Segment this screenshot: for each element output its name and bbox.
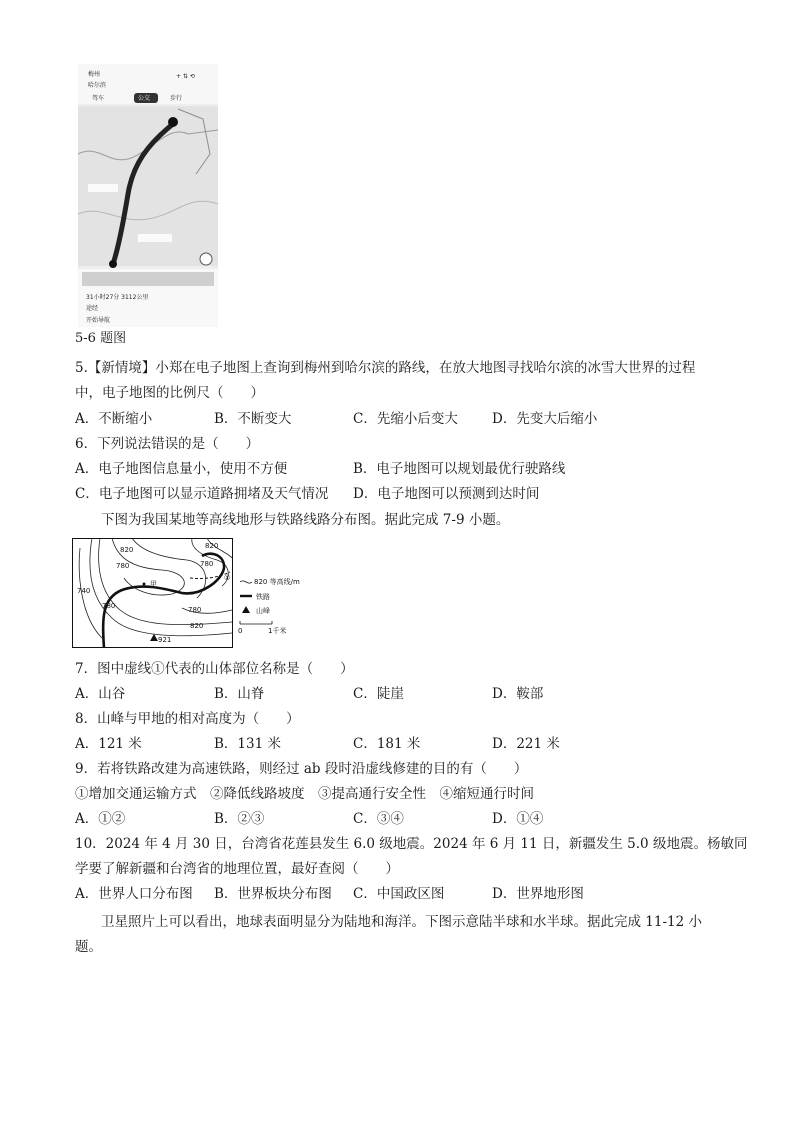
q7-stem: 7．图中虚线①代表的山体部位名称是（ ） [75,661,354,677]
q5-option-d[interactable]: D．先变大后缩小 [492,411,598,427]
phone-tab-drive: 驾车 [92,95,105,102]
q5-option-b[interactable]: B．不断变大 [214,411,292,427]
intro-11-12-line1: 卫星照片上可以看出，地球表面明显分为陆地和海洋。下图示意陆半球和水半球。据此完成 11-12 小 [101,914,702,930]
q6-stem: 6．下列说法错误的是（ ） [75,436,260,452]
contour-label-780d: 780 [102,602,116,610]
q6-option-b[interactable]: B．电子地图可以规划最优行驶路线 [353,461,566,477]
phone-origin: 梅州 [88,71,101,78]
q10-stem-line2: 学要了解新疆和台湾省的地理位置，最好查阅（ ） [75,861,399,877]
q9-option-d[interactable]: D．①④ [492,811,544,827]
q5-option-c[interactable]: C．先缩小后变大 [353,411,458,427]
q9-choices: ①增加交通运输方式 ②降低线路坡度 ③提高通行安全性 ④缩短通行时间 [75,786,534,802]
q8-option-b[interactable]: B．131 米 [214,736,281,752]
mark-1: ① [224,574,231,582]
q8-option-a[interactable]: A．121 米 [75,736,142,752]
contour-label-820c: 820 [190,622,204,630]
figure-caption: 5-6 题图 [75,331,127,346]
q6-option-d[interactable]: D．电子地图可以预测到达时间 [353,486,540,502]
legend-contour: 820 等高线/m [254,578,300,586]
point-jia: 甲 [150,580,157,588]
q10-option-b[interactable]: B．世界板块分布图 [214,886,332,902]
q6-option-c[interactable]: C．电子地图可以显示道路拥堵及天气情况 [75,486,329,502]
contour-label-820b: 820 [205,542,219,550]
q7-option-a[interactable]: A．山谷 [75,686,126,702]
q10-stem-line1: 10．2024 年 4 月 30 日，台湾省花莲县发生 6.0 级地震。2024 年 6 月 11 日，新疆发生 5.0 级地震。杨敏同 [75,836,748,852]
q9-stem: 9．若将铁路改建为高速铁路，则经过 ab 段时沿虚线修建的目的有（ ） [75,761,528,777]
scale-right: 1千米 [268,627,287,635]
contour-label-740: 740 [77,587,91,595]
q9-option-b[interactable]: B．②③ [214,811,265,827]
contour-label-780b: 780 [200,560,214,568]
phone-route-summary: 31小时27分 3112公里 [86,294,149,301]
q6-option-a[interactable]: A．电子地图信息量小，使用不方便 [75,461,288,477]
q10-option-a[interactable]: A．世界人口分布图 [75,886,193,902]
intro-7-9: 下图为我国某地等高线地形与铁路线路分布图。据此完成 7-9 小题。 [101,512,510,528]
q9-option-c[interactable]: C．③④ [353,811,404,827]
scale-left: 0 [238,627,243,635]
q5-stem-line1: 5.【新情境】小郑在电子地图上查询到梅州到哈尔滨的路线，在放大地图寻找哈尔滨的冰雪大世界的过程 [75,360,696,376]
q7-option-c[interactable]: C．陡崖 [353,686,404,702]
q8-stem: 8．山峰与甲地的相对高度为（ ） [75,711,300,727]
contour-label-780a: 780 [116,562,130,570]
phone-start-nav: 开始导航 [86,317,111,324]
phone-tab-walk: 步行 [170,95,183,102]
intro-11-12-line2: 题。 [75,939,102,955]
q7-option-d[interactable]: D．鞍部 [492,686,544,702]
svg-text:+ ⇅ ⟲: + ⇅ ⟲ [176,73,195,80]
contour-label-780c: 780 [188,606,202,614]
contour-railway-map [72,538,306,648]
legend-railway: 铁路 [256,593,270,601]
peak-label: 921 [158,636,172,644]
q8-option-c[interactable]: C．181 米 [353,736,421,752]
phone-route-detail: 途经 [86,305,99,312]
phone-tab-bus: 公交 [138,95,151,102]
legend-peak: 山峰 [256,607,270,615]
q8-option-d[interactable]: D．221 米 [492,736,560,752]
contour-label-820a: 820 [120,546,134,554]
phone-destination: 哈尔滨 [88,82,107,89]
q5-option-a[interactable]: A．不断缩小 [75,411,153,427]
q7-option-b[interactable]: B．山脊 [214,686,265,702]
q5-stem-line2: 中，电子地图的比例尺（ ） [75,385,264,401]
q10-option-d[interactable]: D．世界地形图 [492,886,584,902]
q10-option-c[interactable]: C．中国政区图 [353,886,445,902]
phone-map-photo [78,64,218,327]
q9-option-a[interactable]: A．①② [75,811,126,827]
